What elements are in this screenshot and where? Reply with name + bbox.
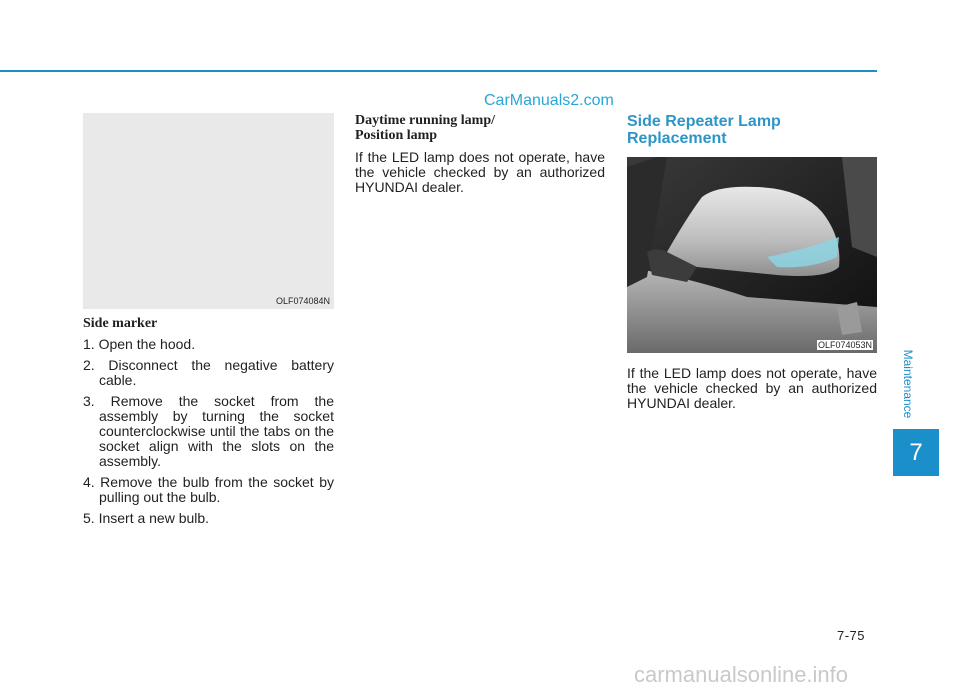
side-marker-figure — [83, 113, 334, 309]
step-item: 5. Insert a new bulb. — [83, 510, 210, 526]
drl-section — [355, 113, 605, 195]
figure-code: OLF074084N — [275, 296, 330, 306]
heading-line: Replacement — [627, 130, 727, 147]
step-item: 3. Remove the socket from the assembly by turning the socket counterclockwise until the tabs on the socket align with the slots on the assembly. — [83, 393, 334, 469]
side-repeater-figure — [627, 157, 877, 353]
section-heading: Side marker — [83, 316, 158, 331]
chapter-side-label — [896, 340, 920, 428]
heading-line: Position lamp — [355, 128, 438, 143]
section-heading — [355, 113, 605, 143]
chapter-tab: 7 — [893, 429, 939, 476]
heading-line: Daytime running lamp/ — [355, 113, 496, 128]
section-body: If the LED lamp does not operate, have the vehicle checked by an authorized HYUNDAI dealer. — [627, 365, 877, 411]
side-repeater-section — [627, 113, 877, 147]
figure-code: OLF074053N — [817, 340, 872, 350]
step-item: 2. Disconnect the negative battery cable. — [83, 357, 334, 388]
step-item: 4. Remove the bulb from the socket by pulling out the bulb. — [83, 474, 334, 505]
top-rule — [0, 70, 877, 72]
step-list — [83, 337, 334, 526]
section-body: If the LED lamp does not operate, have the vehicle checked by an authorized HYUNDAI dealer. — [355, 149, 605, 195]
section-heading — [627, 113, 877, 147]
side-marker-section — [83, 316, 334, 532]
heading-line: Side Repeater Lamp — [627, 113, 781, 130]
page-number: 7-75 — [837, 628, 866, 643]
step-item: 1. Open the hood. — [83, 336, 196, 352]
watermark-top[interactable]: CarManuals2.com — [484, 92, 614, 109]
watermark-bottom[interactable]: carmanualsonline.info — [634, 662, 849, 687]
side-repeater-body-wrap — [627, 366, 877, 411]
chapter-label-text: Maintenance — [901, 349, 915, 419]
mirror-illustration — [627, 157, 877, 353]
